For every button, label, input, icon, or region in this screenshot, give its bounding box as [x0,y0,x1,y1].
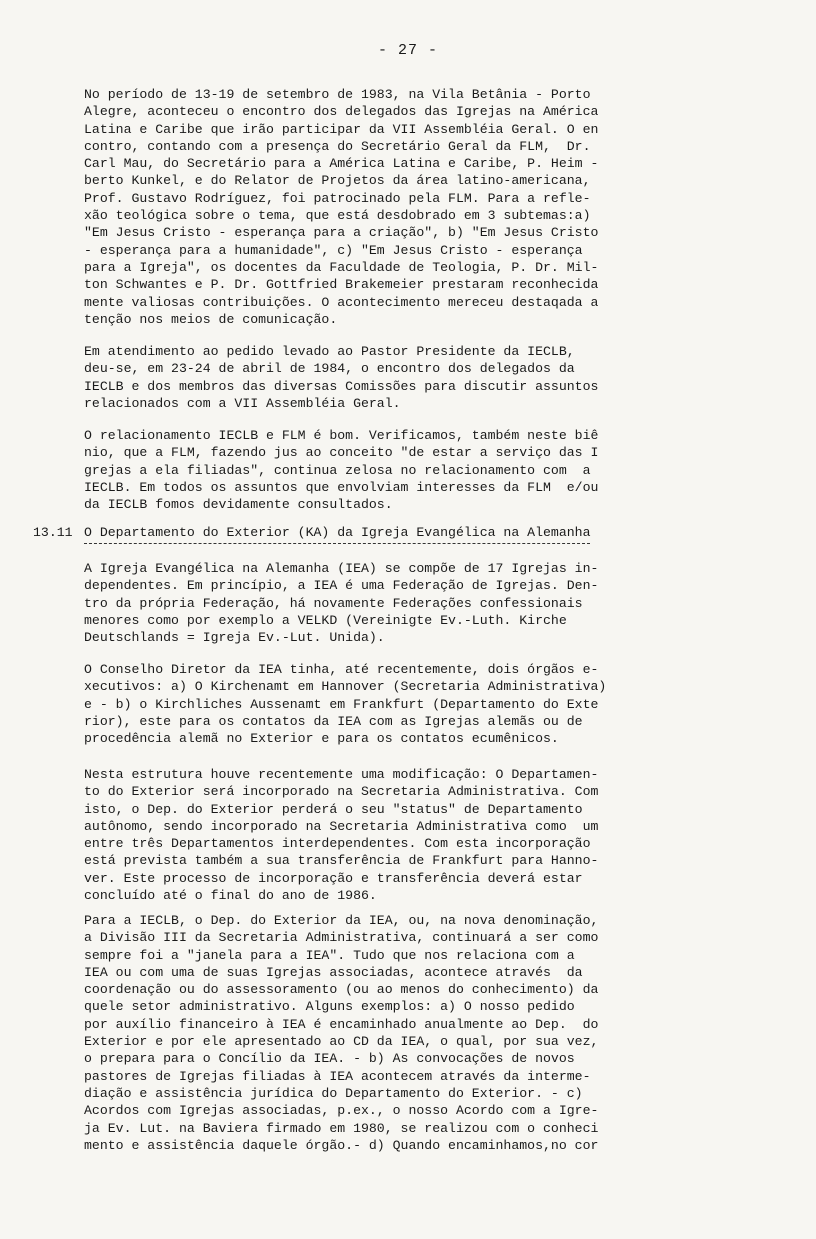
section-number: 13.11 [33,525,73,540]
page-number: - 27 - [377,42,438,59]
paragraph-delegates-meeting: Em atendimento ao pedido levado ao Pastor Presidente da IECLB, deu-se, em 23-24 de abril de 1984, o encontro dos delegados da IECLB e dos membros das diversas Comissões para discutir assuntos relacionados com a VII Assembléia Geral. [84,344,599,411]
paragraph-restructuring: Nesta estrutura houve recentemente uma modificação: O Departamen- to do Exterior será incorporado na Secretaria Administrativa. Com isto, o Dep. do Exterior perderá o seu "status" de Departamento autônomo, sendo incorporado na Secretaria Administrativa como um entre três Departamentos interdependentes. Com esta incorporação está prevista também a sua transferência de Frankfurt para Hanno- ver. Este processo de incorporação e transferência deverá estar concluído até o final do ano de 1986. [84,767,599,904]
paragraph-iea-structure: A Igreja Evangélica na Alemanha (IEA) se compõe de 17 Igrejas in- dependentes. Em princípio, a IEA é uma Federação de Igrejas. Den- tro da própria Federação, há novamente Federações confessionais menores como por exemplo a VELKD (Vereinigte Ev.-Luth. Kirche Deutschlands = Igreja Ev.-Lut. Unida). [84,561,599,646]
paragraph-ieclb-flm-relations: O relacionamento IECLB e FLM é bom. Verificamos, também neste biê nio, que a FLM, fazendo jus ao conceito "de estar a serviço das I grejas a ela filiadas", continua zelosa no relacionamento com a IECLB. Em todos os assuntos que envolviam interesses da FLM e/ou da IECLB fomos devidamente consultados. [84,428,599,513]
section-heading: O Departamento do Exterior (KA) da Igreja Evangélica na Alemanha [84,524,590,544]
paragraph-executive-bodies: O Conselho Diretor da IEA tinha, até recentemente, dois órgãos e- xecutivos: a) O Kirchenamt em Hannover (Secretaria Administrativa) e - b) o Kirchliches Aussenamt em Frankfurt (Departamento do Exte rior), este para os contatos da IEA com as Igrejas alemãs ou de procedência alemã no Exterior e para os contatos ecumênicos. [84,662,607,747]
paragraph-assembly-meeting: No período de 13-19 de setembro de 1983, na Vila Betânia - Porto Alegre, aconteceu o encontro dos delegados das Igrejas na América Latina e Caribe que irão participar da VII Assembléia Geral. O en contro, contando com a presença do Secretário Geral da FLM, Dr. Carl Mau, do Secretário para a América Latina e Caribe, P. Heim - berto Kunkel, e do Relator de Projetos da área latino-americana, Prof. Gustavo Rodríguez, foi patrocinado pela FLM. Para a refle- xão teológica sobre o tema, que está desdobrado em 3 subtemas:a) "Em Jesus Cristo - esperança para a criação", b) "Em Jesus Cristo - esperança para a humanidade", c) "Em Jesus Cristo - esperança para a Igreja", os docentes da Faculdade de Teologia, P. Dr. Mil- ton Schwantes e P. Dr. Gottfried Brakemeier prestaram reconhecida mente valiosas contribuições. O acontecimento mereceu destaqada a tenção nos meios de comunicação. [84,87,599,327]
paragraph-window-to-iea: Para a IECLB, o Dep. do Exterior da IEA, ou, na nova denominação, a Divisão III da Secretaria Administrativa, continuará a ser como sempre foi a "janela para a IEA". Tudo que nos relaciona com a IEA ou com uma de suas Igrejas associadas, acontece através da coordenação ou do assessoramento (ou ao menos do conhecimento) da quele setor administrativo. Alguns exemplos: a) O nosso pedido por auxílio financeiro à IEA é encaminhado anualmente ao Dep. do Exterior e por ele apresentado ao CD da IEA, o qual, por sua vez, o prepara para o Concílio da IEA. - b) As convocações de novos pastores de Igrejas filiadas à IEA acontecem através da interme- diação e assistência jurídica do Departamento do Exterior. - c) Acordos com Igrejas associadas, p.ex., o nosso Acordo com a Igre- ja Ev. Lut. na Baviera firmado em 1980, se realizou com o conheci mento e assistência daquele órgão.- d) Quando encaminhamos,no cor [84,913,599,1153]
